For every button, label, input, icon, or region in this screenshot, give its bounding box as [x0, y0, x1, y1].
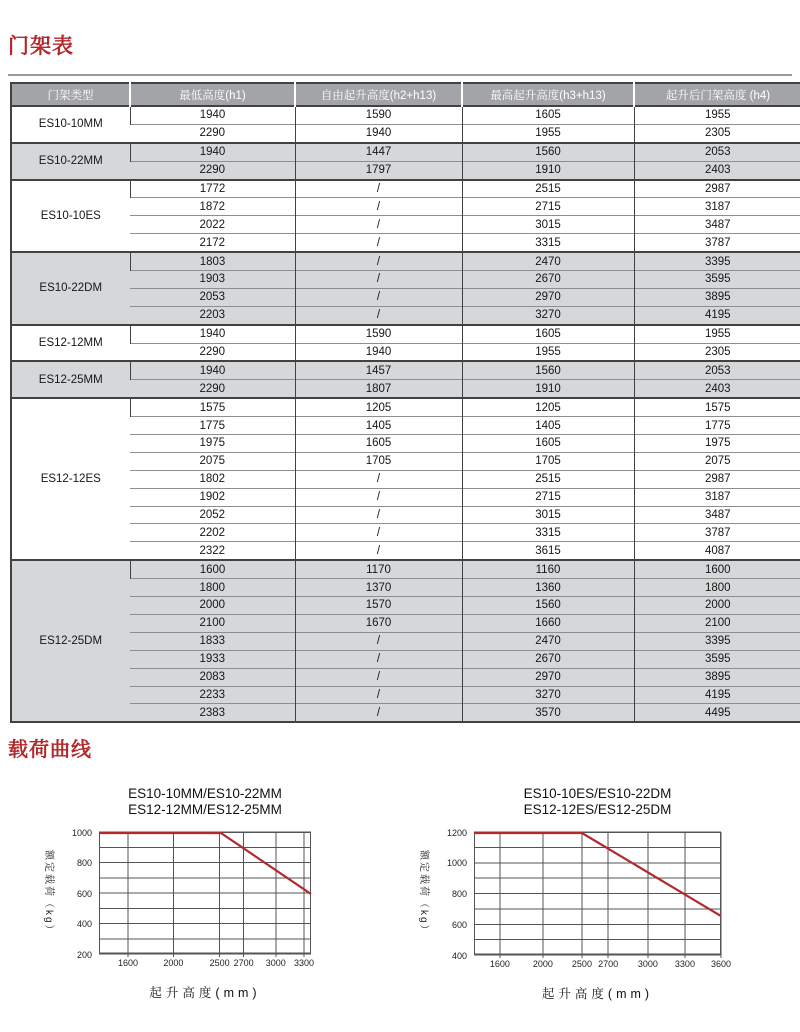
value-cell: 1360	[462, 579, 634, 597]
table-row	[11, 380, 800, 398]
y-tick-label: 600	[451, 919, 467, 930]
value-cell: 1910	[462, 161, 634, 179]
plot-area	[474, 832, 721, 955]
table-row	[11, 398, 800, 416]
value-cell: 2075	[130, 452, 295, 470]
value-cell: 2053	[130, 288, 295, 306]
value-cell: 1660	[462, 614, 634, 632]
value-cell: 2715	[462, 488, 634, 506]
table-row	[11, 668, 800, 686]
value-cell: 1902	[130, 488, 295, 506]
mast-type-cell: ES10-22MM	[11, 143, 130, 180]
value-cell: 1605	[295, 435, 462, 453]
y-axis-title: 额定载荷（kg）	[418, 850, 429, 937]
value-cell: 3395	[634, 632, 800, 650]
x-tick-label: 2000	[163, 958, 184, 968]
chart-title-line: ES12-12MM/ES12-25MM	[128, 802, 282, 817]
table-row	[11, 686, 800, 704]
value-cell: /	[295, 542, 462, 560]
value-cell: 1600	[634, 560, 800, 578]
value-cell: 1670	[295, 614, 462, 632]
value-cell: 2403	[634, 380, 800, 398]
value-cell: 1940	[295, 124, 462, 142]
value-cell: /	[295, 668, 462, 686]
table-row	[11, 325, 800, 343]
table-row	[11, 143, 800, 161]
value-cell: 1940	[130, 361, 295, 379]
value-cell: 3615	[462, 542, 634, 560]
column-header: 最低高度(h1)	[130, 83, 295, 106]
section-divider	[8, 74, 792, 76]
table-row	[11, 470, 800, 488]
value-cell: 1800	[130, 579, 295, 597]
value-cell: 1833	[130, 632, 295, 650]
mast-table-body	[11, 106, 800, 722]
value-cell: 1975	[130, 435, 295, 453]
value-cell: 3270	[462, 306, 634, 324]
y-tick-label: 800	[76, 858, 92, 868]
value-cell: 4495	[634, 704, 800, 722]
value-cell: /	[295, 288, 462, 306]
table-row	[11, 614, 800, 632]
value-cell: 1457	[295, 361, 462, 379]
value-cell: 1797	[295, 161, 462, 179]
value-cell: /	[295, 524, 462, 542]
value-cell: 3787	[634, 234, 800, 252]
mast-table	[10, 82, 800, 723]
value-cell: 2515	[462, 180, 634, 198]
value-cell: /	[295, 470, 462, 488]
value-cell: 1940	[130, 106, 295, 124]
value-cell: 1807	[295, 380, 462, 398]
x-tick-label: 2500	[209, 958, 230, 968]
x-tick-label: 1600	[118, 958, 139, 968]
value-cell: 1955	[462, 343, 634, 361]
table-row	[11, 234, 800, 252]
load-chart-mm-models	[40, 786, 315, 1001]
value-cell: 3015	[462, 216, 634, 234]
value-cell: 1903	[130, 271, 295, 289]
load-chart-es-dm-models	[415, 786, 732, 1002]
plot-area	[99, 832, 311, 954]
value-cell: 1370	[295, 579, 462, 597]
table-row	[11, 488, 800, 506]
value-cell: /	[295, 632, 462, 650]
value-cell: 3015	[462, 506, 634, 524]
x-tick-label: 3300	[674, 959, 695, 969]
value-cell: 2000	[130, 597, 295, 615]
value-cell: 3395	[634, 252, 800, 270]
mast-type-cell: ES12-12ES	[11, 398, 130, 560]
value-cell: 1940	[130, 143, 295, 161]
value-cell: 1447	[295, 143, 462, 161]
value-cell: 1975	[634, 435, 800, 453]
chart-canvas	[474, 832, 721, 955]
value-cell: 2290	[130, 380, 295, 398]
value-cell: 1955	[634, 106, 800, 124]
value-cell: 2052	[130, 506, 295, 524]
table-row	[11, 288, 800, 306]
value-cell: 2470	[462, 632, 634, 650]
chart-title	[474, 786, 721, 818]
value-cell: /	[295, 488, 462, 506]
chart-body	[40, 827, 311, 960]
value-cell: 1205	[295, 398, 462, 416]
table-row	[11, 524, 800, 542]
value-cell: /	[295, 506, 462, 524]
table-row	[11, 216, 800, 234]
value-cell: 2022	[130, 216, 295, 234]
chart-title-line: ES10-10MM/ES10-22MM	[128, 786, 282, 801]
value-cell: /	[295, 686, 462, 704]
value-cell: 1802	[130, 470, 295, 488]
value-cell: 1570	[295, 597, 462, 615]
value-cell: 1705	[295, 452, 462, 470]
value-cell: 1955	[462, 124, 634, 142]
column-header: 门架类型	[11, 83, 130, 106]
value-cell: 1405	[462, 417, 634, 435]
value-cell: /	[295, 306, 462, 324]
value-cell: 1933	[130, 650, 295, 668]
column-header: 最高起升高度(h3+h13)	[462, 83, 634, 106]
value-cell: 1600	[130, 560, 295, 578]
value-cell: 2322	[130, 542, 295, 560]
value-cell: 2970	[462, 668, 634, 686]
value-cell: 2202	[130, 524, 295, 542]
table-row	[11, 161, 800, 179]
value-cell: 1170	[295, 560, 462, 578]
value-cell: 1590	[295, 325, 462, 343]
table-row	[11, 632, 800, 650]
y-axis-ticks	[58, 827, 99, 960]
y-tick-label: 800	[451, 889, 467, 899]
value-cell: 1575	[634, 398, 800, 416]
table-row	[11, 579, 800, 597]
x-tick-label: 2000	[532, 959, 553, 969]
value-cell: /	[295, 234, 462, 252]
x-tick-label: 2700	[233, 958, 254, 968]
value-cell: 2053	[634, 361, 800, 379]
table-row	[11, 704, 800, 722]
table-row	[11, 560, 800, 578]
value-cell: 2290	[130, 161, 295, 179]
table-row	[11, 452, 800, 470]
value-cell: 1605	[462, 435, 634, 453]
value-cell: 1803	[130, 252, 295, 270]
x-tick-label: 2700	[598, 959, 619, 969]
y-tick-label: 1200	[446, 827, 467, 838]
chart-canvas	[99, 832, 311, 954]
value-cell: 2987	[634, 180, 800, 198]
value-cell: 1910	[462, 380, 634, 398]
x-tick-label: 3000	[637, 959, 658, 969]
table-row	[11, 650, 800, 668]
value-cell: 1705	[462, 452, 634, 470]
value-cell: 2970	[462, 288, 634, 306]
x-tick-label: 3300	[293, 958, 315, 968]
value-cell: 3315	[462, 524, 634, 542]
value-cell: 3487	[634, 216, 800, 234]
x-tick-label: 3000	[265, 958, 286, 968]
value-cell: /	[295, 252, 462, 270]
value-cell: 2670	[462, 271, 634, 289]
load-curve-line	[99, 833, 311, 894]
chart-title-line: ES10-10ES/ES10-22DM	[523, 786, 672, 801]
value-cell: 2305	[634, 124, 800, 142]
value-cell: 2100	[130, 614, 295, 632]
y-tick-label: 1000	[446, 858, 467, 869]
value-cell: 2305	[634, 343, 800, 361]
value-cell: 1605	[462, 325, 634, 343]
value-cell: 3270	[462, 686, 634, 704]
chart-title-line: ES12-12ES/ES12-25DM	[523, 802, 672, 817]
value-cell: 3187	[634, 488, 800, 506]
value-cell: 1872	[130, 198, 295, 216]
value-cell: /	[295, 198, 462, 216]
value-cell: 1575	[130, 398, 295, 416]
value-cell: 4195	[634, 686, 800, 704]
table-row	[11, 435, 800, 453]
y-tick-label: 600	[76, 888, 92, 899]
table-row	[11, 198, 800, 216]
value-cell: 1560	[462, 143, 634, 161]
value-cell: 3895	[634, 668, 800, 686]
mast-type-cell: ES10-10MM	[11, 106, 130, 143]
value-cell: /	[295, 650, 462, 668]
y-axis-title: 额定载荷（kg）	[43, 849, 54, 937]
table-row	[11, 597, 800, 615]
value-cell: 2470	[462, 252, 634, 270]
x-axis-ticks	[474, 958, 732, 971]
y-tick-label: 200	[76, 949, 92, 960]
value-cell: 2053	[634, 143, 800, 161]
column-header: 起升后门架高度 (h4)	[634, 83, 800, 106]
value-cell: 2083	[130, 668, 295, 686]
value-cell: 2075	[634, 452, 800, 470]
load-curves-title: 载荷曲线	[8, 739, 92, 761]
value-cell: 3787	[634, 524, 800, 542]
value-cell: 1205	[462, 398, 634, 416]
value-cell: 3895	[634, 288, 800, 306]
value-cell: 2715	[462, 198, 634, 216]
mast-type-cell: ES10-22DM	[11, 252, 130, 325]
value-cell: 4087	[634, 542, 800, 560]
table-row	[11, 343, 800, 361]
value-cell: 3595	[634, 271, 800, 289]
mast-type-cell: ES10-10ES	[11, 180, 130, 253]
value-cell: 1772	[130, 180, 295, 198]
column-header: 自由起升高度(h2+h13)	[295, 83, 462, 106]
mast-type-cell: ES12-25MM	[11, 361, 130, 398]
value-cell: 2403	[634, 161, 800, 179]
value-cell: 1605	[462, 106, 634, 124]
value-cell: 2987	[634, 470, 800, 488]
x-axis-title: 起升高度(mm)	[541, 987, 654, 1001]
value-cell: 1940	[295, 343, 462, 361]
y-tick-label: 400	[76, 919, 92, 929]
value-cell: 1560	[462, 597, 634, 615]
value-cell: 1405	[295, 417, 462, 435]
value-cell: 2100	[634, 614, 800, 632]
y-tick-label: 400	[451, 950, 467, 961]
value-cell: 2290	[130, 343, 295, 361]
value-cell: 3570	[462, 704, 634, 722]
value-cell: 2000	[634, 597, 800, 615]
mast-type-cell: ES12-12MM	[11, 325, 130, 362]
value-cell: 1800	[634, 579, 800, 597]
value-cell: 2290	[130, 124, 295, 142]
load-curve-line	[474, 833, 721, 916]
value-cell: /	[295, 271, 462, 289]
value-cell: /	[295, 180, 462, 198]
value-cell: 1775	[130, 417, 295, 435]
table-row	[11, 417, 800, 435]
x-tick-label: 1600	[489, 959, 510, 969]
table-row	[11, 106, 800, 124]
x-axis-title: 起升高度(mm)	[149, 986, 261, 1000]
chart-body	[415, 827, 721, 961]
x-tick-label: 2500	[571, 959, 592, 969]
table-row	[11, 506, 800, 524]
value-cell: /	[295, 216, 462, 234]
value-cell: 1940	[130, 325, 295, 343]
value-cell: 2233	[130, 686, 295, 704]
value-cell: 3315	[462, 234, 634, 252]
mast-type-cell: ES12-25DM	[11, 560, 130, 722]
table-row	[11, 542, 800, 560]
table-row	[11, 180, 800, 198]
value-cell: 2515	[462, 470, 634, 488]
table-row	[11, 124, 800, 142]
y-axis-ticks	[433, 827, 474, 961]
value-cell: 1560	[462, 361, 634, 379]
table-row	[11, 306, 800, 324]
value-cell: 2172	[130, 234, 295, 252]
mast-table-head	[11, 83, 800, 106]
value-cell: 1590	[295, 106, 462, 124]
value-cell: 1775	[634, 417, 800, 435]
x-axis-ticks	[99, 957, 315, 970]
value-cell: /	[295, 704, 462, 722]
value-cell: 2670	[462, 650, 634, 668]
y-tick-label: 1000	[71, 827, 92, 838]
value-cell: 4195	[634, 306, 800, 324]
value-cell: 1955	[634, 325, 800, 343]
table-row	[11, 271, 800, 289]
chart-title	[99, 786, 311, 818]
value-cell: 3487	[634, 506, 800, 524]
value-cell: 3595	[634, 650, 800, 668]
value-cell: 2203	[130, 306, 295, 324]
value-cell: 1160	[462, 560, 634, 578]
table-row	[11, 361, 800, 379]
mast-table-title: 门架表	[8, 35, 74, 58]
table-row	[11, 252, 800, 270]
value-cell: 2383	[130, 704, 295, 722]
value-cell: 3187	[634, 198, 800, 216]
x-tick-label: 3600	[710, 959, 732, 969]
